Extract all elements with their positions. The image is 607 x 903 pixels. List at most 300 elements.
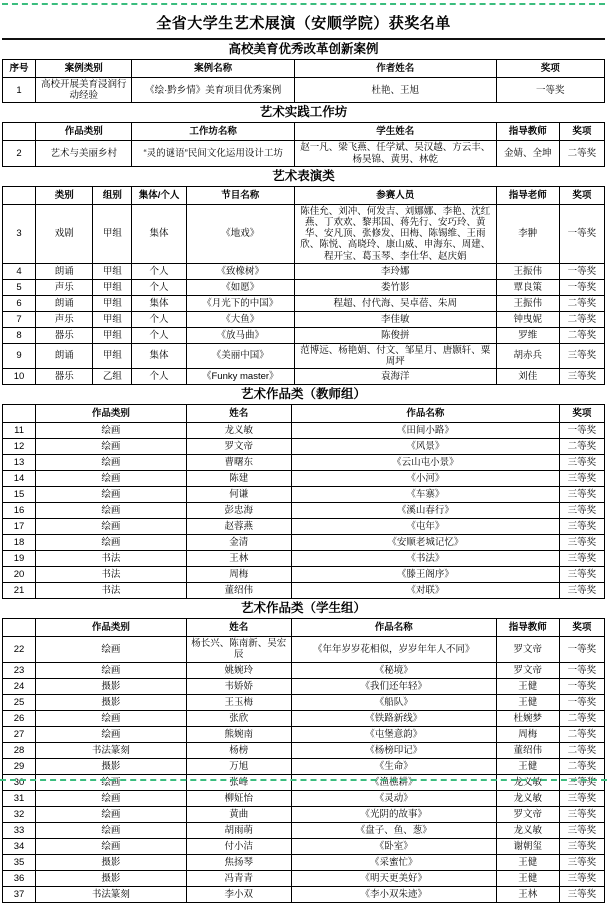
table-row: [3, 311, 605, 327]
table-cell: 8: [3, 327, 36, 343]
table-row: [3, 662, 605, 678]
table-cell: 王振伟: [496, 263, 559, 279]
table-cell: 韦娇娇: [186, 678, 291, 694]
table-cell: 《李小双朱迹》: [291, 886, 496, 902]
table-cell: 《大鱼》: [186, 311, 294, 327]
table-cell: 金婧、全坤: [496, 141, 559, 166]
header-cell: 作品类别: [36, 619, 187, 637]
sections-container: [2, 40, 605, 903]
table-row: [3, 535, 605, 551]
table-cell: 李翀: [496, 204, 559, 263]
table-row: [3, 726, 605, 742]
table-cell: 摄影: [36, 854, 187, 870]
table-cell: 器乐: [36, 369, 93, 385]
header-cell: 组别: [93, 186, 132, 204]
table-row: [3, 204, 605, 263]
table-cell: 王振伟: [496, 295, 559, 311]
table-cell: 29: [3, 758, 36, 774]
table-cell: 甲组: [93, 295, 132, 311]
header-cell: [3, 186, 36, 204]
section-title: 艺术表演类: [272, 168, 335, 183]
table-cell: 三等奖: [559, 471, 604, 487]
table-cell: 声乐: [36, 279, 93, 295]
table-cell: 王健: [496, 694, 559, 710]
table-cell: 9: [3, 343, 36, 368]
table-cell: 书法篆刻: [36, 742, 187, 758]
table-cell: 《杨榜印记》: [291, 742, 496, 758]
table-cell: 绘画: [36, 774, 187, 790]
table-cell: 《生命》: [291, 758, 496, 774]
table-cell: 三等奖: [559, 822, 604, 838]
table-cell: 书法: [36, 583, 187, 599]
table-cell: 甲组: [93, 263, 132, 279]
table-cell: 器乐: [36, 327, 93, 343]
table-cell: 《小河》: [291, 471, 559, 487]
table-cell: 31: [3, 790, 36, 806]
table-cell: 25: [3, 694, 36, 710]
table-cell: 19: [3, 551, 36, 567]
table-cell: 艺术与美丽乡村: [36, 141, 132, 166]
table-row: [3, 78, 605, 103]
table-row: [3, 710, 605, 726]
table-cell: 杨榜: [186, 742, 291, 758]
table-cell: 三等奖: [559, 886, 604, 902]
section-1: [2, 40, 605, 103]
table-cell: 焦扬琴: [186, 854, 291, 870]
table-cell: 李玲娜: [294, 263, 496, 279]
table-cell: 绘画: [36, 503, 187, 519]
table-row: [3, 439, 605, 455]
table-row: [3, 503, 605, 519]
table-cell: 乙组: [93, 369, 132, 385]
table-cell: 胡赤兵: [496, 343, 559, 368]
table-cell: 22: [3, 637, 36, 662]
table-cell: 二等奖: [559, 439, 604, 455]
table-cell: 杜婉梦: [496, 710, 559, 726]
table-row: [3, 471, 605, 487]
table-cell: 张欣: [186, 710, 291, 726]
section-table: [2, 618, 605, 902]
table-cell: 20: [3, 567, 36, 583]
table-cell: 15: [3, 487, 36, 503]
table-cell: 21: [3, 583, 36, 599]
table-row: [3, 487, 605, 503]
award-document: [2, 3, 605, 903]
table-cell: 《绘·黔乡情》美育项目优秀案例: [132, 78, 295, 103]
table-row: [3, 854, 605, 870]
table-cell: 三等奖: [559, 369, 604, 385]
table-row: [3, 806, 605, 822]
table-cell: 二等奖: [559, 141, 604, 166]
table-cell: 《放马曲》: [186, 327, 294, 343]
table-cell: 陈俊拼: [294, 327, 496, 343]
table-cell: 绘画: [36, 726, 187, 742]
table-cell: 王健: [496, 854, 559, 870]
table-cell: 朗诵: [36, 343, 93, 368]
table-cell: 36: [3, 870, 36, 886]
table-cell: 书法篆刻: [36, 886, 187, 902]
table-cell: 《明天更美好》: [291, 870, 496, 886]
table-cell: 黄曲: [186, 806, 291, 822]
header-cell: 序号: [3, 60, 36, 78]
table-cell: 个人: [132, 369, 186, 385]
table-cell: 18: [3, 535, 36, 551]
table-row: [3, 551, 605, 567]
table-cell: 王玉梅: [186, 694, 291, 710]
table-cell: 付小洁: [186, 838, 291, 854]
table-cell: 三等奖: [559, 774, 604, 790]
table-cell: 熊婉南: [186, 726, 291, 742]
header-cell: 姓名: [186, 619, 291, 637]
table-cell: 谢朝玺: [496, 838, 559, 854]
table-row: [3, 369, 605, 385]
table-cell: 1: [3, 78, 36, 103]
table-cell: 《书法》: [291, 551, 559, 567]
table-cell: “灵的谜语”民间文化运用设计工坊: [132, 141, 295, 166]
table-cell: 三等奖: [559, 583, 604, 599]
table-cell: 何谦: [186, 487, 291, 503]
table-cell: 朗诵: [36, 263, 93, 279]
table-cell: 三等奖: [559, 790, 604, 806]
table-cell: 绘画: [36, 439, 187, 455]
table-cell: 万旭: [186, 758, 291, 774]
table-cell: 二等奖: [559, 742, 604, 758]
table-cell: 三等奖: [559, 503, 604, 519]
table-cell: 周梅: [186, 567, 291, 583]
table-cell: 6: [3, 295, 36, 311]
table-cell: 《如愿》: [186, 279, 294, 295]
table-cell: 摄影: [36, 758, 187, 774]
table-row: [3, 343, 605, 368]
table-cell: 《灵动》: [291, 790, 496, 806]
table-cell: 34: [3, 838, 36, 854]
header-row: [3, 405, 605, 423]
table-cell: 集体: [132, 204, 186, 263]
table-cell: 绘画: [36, 822, 187, 838]
header-cell: 集体/个人: [132, 186, 186, 204]
header-cell: 案例名称: [132, 60, 295, 78]
table-cell: 绘画: [36, 637, 187, 662]
table-row: [3, 742, 605, 758]
header-cell: 作品名称: [291, 405, 559, 423]
table-cell: 一等奖: [496, 78, 604, 103]
table-row: [3, 567, 605, 583]
table-cell: 摄影: [36, 870, 187, 886]
table-cell: 《盘子、鱼、葱》: [291, 822, 496, 838]
table-cell: 一等奖: [559, 637, 604, 662]
table-cell: 《渔樵耕》: [291, 774, 496, 790]
header-cell: 参赛人员: [294, 186, 496, 204]
header-cell: 节目名称: [186, 186, 294, 204]
table-cell: 摄影: [36, 694, 187, 710]
table-cell: 个人: [132, 327, 186, 343]
table-cell: 《屯堡意韵》: [291, 726, 496, 742]
table-cell: 《美丽中国》: [186, 343, 294, 368]
header-cell: 工作坊名称: [132, 123, 295, 141]
table-cell: 26: [3, 710, 36, 726]
table-cell: 绘画: [36, 662, 187, 678]
table-cell: 周梅: [496, 726, 559, 742]
header-cell: 学生姓名: [294, 123, 496, 141]
table-cell: 三等奖: [559, 535, 604, 551]
table-cell: 赵一凡、梁飞燕、任学斌、吴汉越、方云丰、杨昊锦、黄男、林乾: [294, 141, 496, 166]
header-cell: [3, 619, 36, 637]
table-cell: 陈佳允、刘冲、何发吉、刘娜娜、李艳、沈红燕、丁欢欢、黎邦国、蒋先行、安巧玲、黄华、安凡顶、张修发、田梅、陈锡维、王雨欣、陈悦、高晓玲、康山威、申海东、周建、程开宝、葛玉琴、李仕华、赵庆娟: [294, 204, 496, 263]
table-cell: 三等奖: [559, 487, 604, 503]
table-cell: 甲组: [93, 343, 132, 368]
table-row: [3, 519, 605, 535]
header-cell: 奖项: [559, 405, 604, 423]
table-cell: 《采蜜忙》: [291, 854, 496, 870]
section-table: [2, 59, 605, 103]
table-cell: 集体: [132, 295, 186, 311]
table-row: [3, 327, 605, 343]
page-title: 全省大学生艺术展演（安顺学院）获奖名单: [2, 5, 605, 40]
table-cell: 罗维: [496, 327, 559, 343]
table-cell: 14: [3, 471, 36, 487]
table-cell: 《卧室》: [291, 838, 496, 854]
table-cell: 绘画: [36, 423, 187, 439]
table-cell: 范博远、杨艳娟、付文、邹星月、唐颢轩、粟周坪: [294, 343, 496, 368]
header-cell: 指导教师: [496, 619, 559, 637]
table-cell: 罗文帝: [496, 806, 559, 822]
table-cell: 37: [3, 886, 36, 902]
table-cell: 集体: [132, 343, 186, 368]
table-cell: 《滕王阁序》: [291, 567, 559, 583]
table-cell: 《月光下的中国》: [186, 295, 294, 311]
table-cell: 曹曙东: [186, 455, 291, 471]
table-cell: 三等奖: [559, 870, 604, 886]
table-cell: 冯青青: [186, 870, 291, 886]
table-cell: 陈建: [186, 471, 291, 487]
header-cell: 作者姓名: [294, 60, 496, 78]
table-cell: 王健: [496, 758, 559, 774]
section-table: [2, 404, 605, 599]
table-cell: 一等奖: [559, 694, 604, 710]
table-cell: 董绍伟: [496, 742, 559, 758]
table-cell: 高校开展美育浸润行动经验: [36, 78, 132, 103]
table-cell: 二等奖: [559, 710, 604, 726]
table-cell: 17: [3, 519, 36, 535]
section-table: [2, 122, 605, 166]
table-cell: 程超、付代海、吴卓蓓、朱周: [294, 295, 496, 311]
table-cell: 《屯年》: [291, 519, 559, 535]
table-cell: 《秘境》: [291, 662, 496, 678]
table-cell: 甲组: [93, 311, 132, 327]
table-cell: 27: [3, 726, 36, 742]
table-cell: 一等奖: [559, 279, 604, 295]
table-cell: 《铁路新线》: [291, 710, 496, 726]
table-cell: 28: [3, 742, 36, 758]
table-row: [3, 423, 605, 439]
table-cell: 声乐: [36, 311, 93, 327]
table-cell: 10: [3, 369, 36, 385]
table-cell: 30: [3, 774, 36, 790]
table-cell: 三等奖: [559, 806, 604, 822]
table-cell: 王健: [496, 870, 559, 886]
table-cell: 龙义敏: [186, 423, 291, 439]
table-cell: 绘画: [36, 519, 187, 535]
table-cell: 龙义敏: [496, 822, 559, 838]
table-cell: 钟曳妮: [496, 311, 559, 327]
table-cell: 摄影: [36, 678, 187, 694]
table-cell: 甲组: [93, 279, 132, 295]
table-cell: 王林: [496, 886, 559, 902]
table-cell: 三等奖: [559, 567, 604, 583]
header-cell: 作品类别: [36, 405, 187, 423]
table-cell: 绘画: [36, 455, 187, 471]
table-cell: 罗文帝: [496, 637, 559, 662]
header-row: [3, 60, 605, 78]
table-cell: 一等奖: [559, 263, 604, 279]
table-cell: 甲组: [93, 204, 132, 263]
table-cell: 《光阴的故事》: [291, 806, 496, 822]
header-cell: 姓名: [186, 405, 291, 423]
table-cell: 32: [3, 806, 36, 822]
table-cell: 12: [3, 439, 36, 455]
table-cell: 金清: [186, 535, 291, 551]
table-cell: 二等奖: [559, 726, 604, 742]
table-cell: 绘画: [36, 806, 187, 822]
table-cell: 杜艳、王旭: [294, 78, 496, 103]
table-cell: 三等奖: [559, 838, 604, 854]
table-row: [3, 279, 605, 295]
page-break-dash-bottom: [0, 779, 607, 781]
table-cell: 13: [3, 455, 36, 471]
table-row: [3, 141, 605, 166]
table-cell: 杨长兴、陈南新、吴宏辰: [186, 637, 291, 662]
table-cell: 二等奖: [559, 295, 604, 311]
table-cell: 绘画: [36, 535, 187, 551]
table-row: [3, 694, 605, 710]
table-cell: 16: [3, 503, 36, 519]
section-3: [2, 167, 605, 385]
header-row: [3, 619, 605, 637]
section-2: [2, 103, 605, 166]
table-cell: 《我们还年轻》: [291, 678, 496, 694]
table-row: [3, 455, 605, 471]
header-cell: 指导教师: [496, 123, 559, 141]
table-row: [3, 838, 605, 854]
table-cell: 3: [3, 204, 36, 263]
table-row: [3, 678, 605, 694]
table-cell: 彭忠海: [186, 503, 291, 519]
table-cell: 胡雨萌: [186, 822, 291, 838]
table-cell: 书法: [36, 551, 187, 567]
table-cell: 书法: [36, 567, 187, 583]
table-cell: 个人: [132, 279, 186, 295]
section-title: 艺术实践工作坊: [259, 105, 348, 120]
table-row: [3, 774, 605, 790]
table-cell: 11: [3, 423, 36, 439]
header-cell: 奖项: [559, 123, 604, 141]
table-cell: 三等奖: [559, 519, 604, 535]
header-cell: 作品名称: [291, 619, 496, 637]
header-cell: 奖项: [496, 60, 604, 78]
table-cell: 2: [3, 141, 36, 166]
table-cell: 《风景》: [291, 439, 559, 455]
header-cell: [3, 123, 36, 141]
table-row: [3, 886, 605, 902]
header-row: [3, 123, 605, 141]
table-cell: 二等奖: [559, 311, 604, 327]
table-cell: 绘画: [36, 487, 187, 503]
header-cell: 奖项: [559, 619, 604, 637]
table-cell: 23: [3, 662, 36, 678]
table-cell: 姚婉玲: [186, 662, 291, 678]
table-row: [3, 822, 605, 838]
table-cell: 《云山屯小景》: [291, 455, 559, 471]
table-cell: 戏剧: [36, 204, 93, 263]
table-cell: 24: [3, 678, 36, 694]
table-cell: 绘画: [36, 471, 187, 487]
table-cell: 一等奖: [559, 662, 604, 678]
header-cell: 奖项: [559, 186, 604, 204]
table-cell: 《年年岁岁花相似，岁岁年年人不同》: [291, 637, 496, 662]
table-cell: 7: [3, 311, 36, 327]
table-cell: 一等奖: [559, 204, 604, 263]
table-cell: 个人: [132, 263, 186, 279]
table-cell: 娄竹影: [294, 279, 496, 295]
table-cell: 二等奖: [559, 758, 604, 774]
table-row: [3, 583, 605, 599]
section-4: [2, 385, 605, 599]
section-5: [2, 599, 605, 902]
table-cell: 龙义敏: [496, 774, 559, 790]
header-cell: [3, 405, 36, 423]
table-row: [3, 790, 605, 806]
table-cell: 覃良策: [496, 279, 559, 295]
table-cell: 龙义敏: [496, 790, 559, 806]
table-cell: 个人: [132, 311, 186, 327]
table-cell: 一等奖: [559, 678, 604, 694]
table-row: [3, 263, 605, 279]
header-cell: 类别: [36, 186, 93, 204]
table-cell: 三等奖: [559, 551, 604, 567]
table-cell: 赵蓉燕: [186, 519, 291, 535]
table-row: [3, 637, 605, 662]
table-cell: 《Funky master》: [186, 369, 294, 385]
table-cell: 绘画: [36, 838, 187, 854]
table-cell: 李佳敏: [294, 311, 496, 327]
table-cell: 二等奖: [559, 327, 604, 343]
table-cell: 《船队》: [291, 694, 496, 710]
table-cell: 董绍伟: [186, 583, 291, 599]
table-cell: 三等奖: [559, 455, 604, 471]
table-cell: 朗诵: [36, 295, 93, 311]
table-cell: 《地戏》: [186, 204, 294, 263]
table-cell: 一等奖: [559, 423, 604, 439]
table-cell: 《致橡树》: [186, 263, 294, 279]
table-cell: 柳姃怡: [186, 790, 291, 806]
table-cell: 李小双: [186, 886, 291, 902]
table-cell: 罗文帝: [186, 439, 291, 455]
table-cell: 《田间小路》: [291, 423, 559, 439]
table-cell: 4: [3, 263, 36, 279]
table-cell: 张峰: [186, 774, 291, 790]
table-cell: 绘画: [36, 790, 187, 806]
table-cell: 袁海洋: [294, 369, 496, 385]
table-cell: 王林: [186, 551, 291, 567]
table-cell: 绘画: [36, 710, 187, 726]
header-cell: 作品类别: [36, 123, 132, 141]
section-title: 艺术作品类（学生组）: [240, 601, 366, 616]
table-cell: 35: [3, 854, 36, 870]
section-title: 艺术作品类（教师组）: [240, 387, 366, 402]
table-cell: 王健: [496, 678, 559, 694]
section-table: [2, 186, 605, 385]
header-cell: 案例类别: [36, 60, 132, 78]
